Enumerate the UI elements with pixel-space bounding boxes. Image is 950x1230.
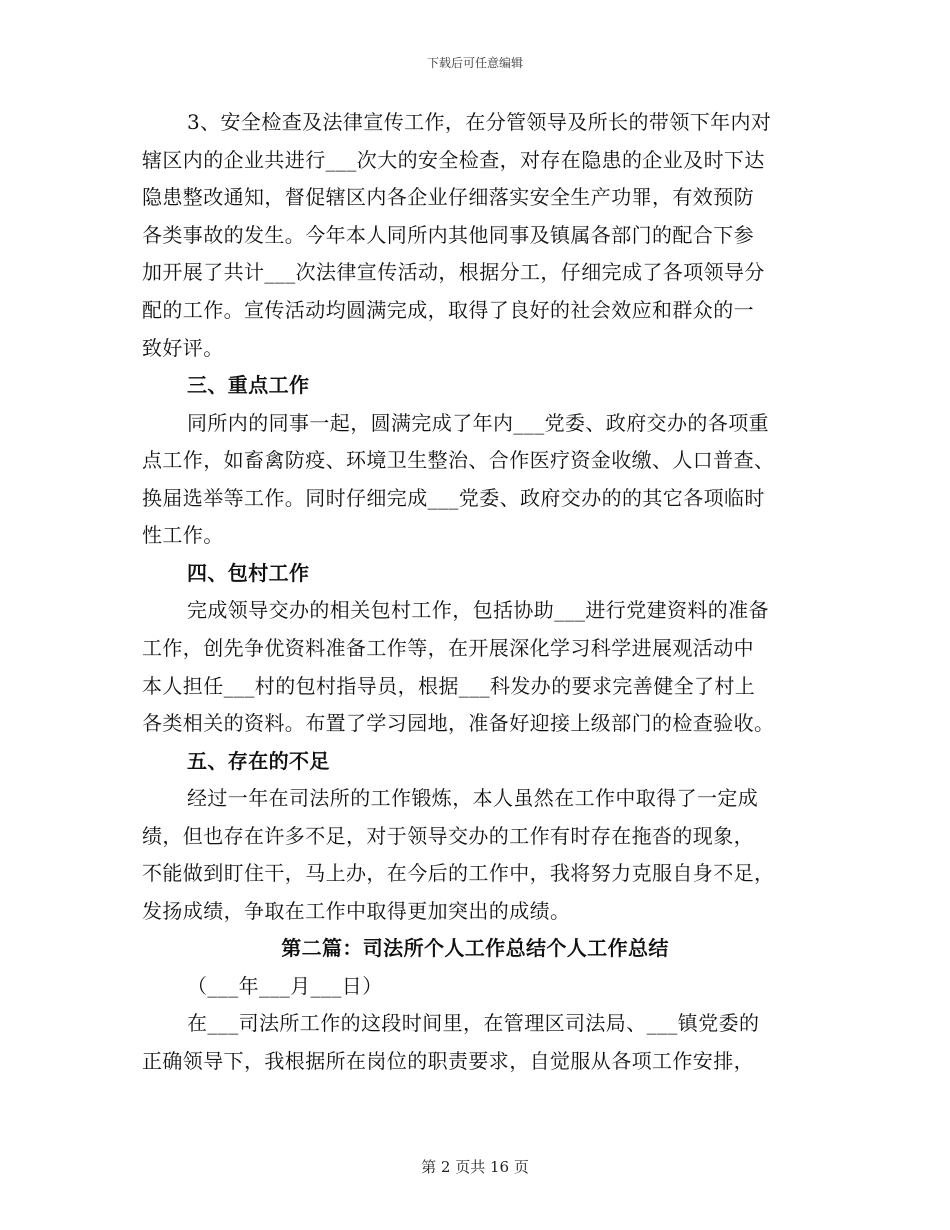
paragraph-line: 加开展了共计___次法律宣传活动，根据分工，仔细完成了各项领导分	[142, 260, 765, 284]
section-heading: 三、重点工作	[187, 373, 310, 397]
paragraph-line: 辖区内的企业共进行___次大的安全检查，对存在隐患的企业及时下达	[142, 148, 765, 172]
page-header: 下载后可任意编辑	[426, 56, 523, 70]
paragraph-line: 不能做到盯住干，马上办，在今后的工作中，我将努力克服自身不足，	[142, 861, 775, 885]
page-footer: 第 2 页共 16 页	[421, 1158, 529, 1176]
paragraph-line: 各类相关的资料。布置了学习园地，准备好迎接上级部门的检查验收。	[142, 711, 775, 735]
paragraph-line: 本人担任___村的包村指导员，根据___科发办的要求完善健全了村上	[142, 674, 756, 698]
paragraph-line: 隐患整改通知，督促辖区内各企业仔细落实安全生产功罪，有效预防	[142, 185, 754, 209]
paragraph-line: 在___司法所工作的这段时间里，在管理区司法局、___镇党委的	[187, 1011, 760, 1035]
paragraph-line: 性工作。	[142, 523, 224, 547]
paragraph-line: 经过一年在司法所的工作锻炼，本人虽然在工作中取得了一定成	[187, 786, 759, 810]
section-heading: 五、存在的不足	[187, 749, 330, 773]
paragraph-line: 配的工作。宣传活动均圆满完成，取得了良好的社会效应和群众的一	[142, 298, 754, 322]
paragraph-line: 绩，但也存在许多不足，对于领导交办的工作有时存在拖沓的现象，	[142, 824, 754, 848]
paragraph-line: 发扬成绩，争取在工作中取得更加突出的成绩。	[142, 899, 571, 923]
paragraph-line: 正确领导下，我根据所在岗位的职责要求，自觉服从各项工作安排，	[142, 1049, 754, 1073]
paragraph-line: 致好评。	[142, 336, 224, 360]
paragraph-line: 3、安全检查及法律宣传工作，在分管领导及所长的带领下年内对	[187, 110, 772, 134]
paragraph-line: 各类事故的发生。今年本人同所内其他同事及镇属各部门的配合下参	[142, 223, 754, 247]
paragraph-line: 换届选举等工作。同时仔细完成___党委、政府交办的的其它各项临时	[142, 486, 765, 510]
chapter-title: 第二篇：司法所个人工作总结个人工作总结	[281, 936, 669, 960]
paragraph-line: 完成领导交办的相关包村工作，包括协助___进行党建资料的准备	[187, 598, 769, 622]
paragraph-line: 工作，创先争优资料准备工作等，在开展深化学习科学进展观活动中	[142, 636, 754, 660]
section-heading: 四、包村工作	[187, 561, 310, 585]
paragraph-line: 同所内的同事一起，圆满完成了年内___党委、政府交办的各项重	[187, 411, 769, 435]
date-line: （___年___月___日）	[187, 974, 383, 998]
paragraph-line: 点工作，如畜禽防疫、环境卫生整治、合作医疗资金收缴、人口普查、	[142, 448, 775, 472]
